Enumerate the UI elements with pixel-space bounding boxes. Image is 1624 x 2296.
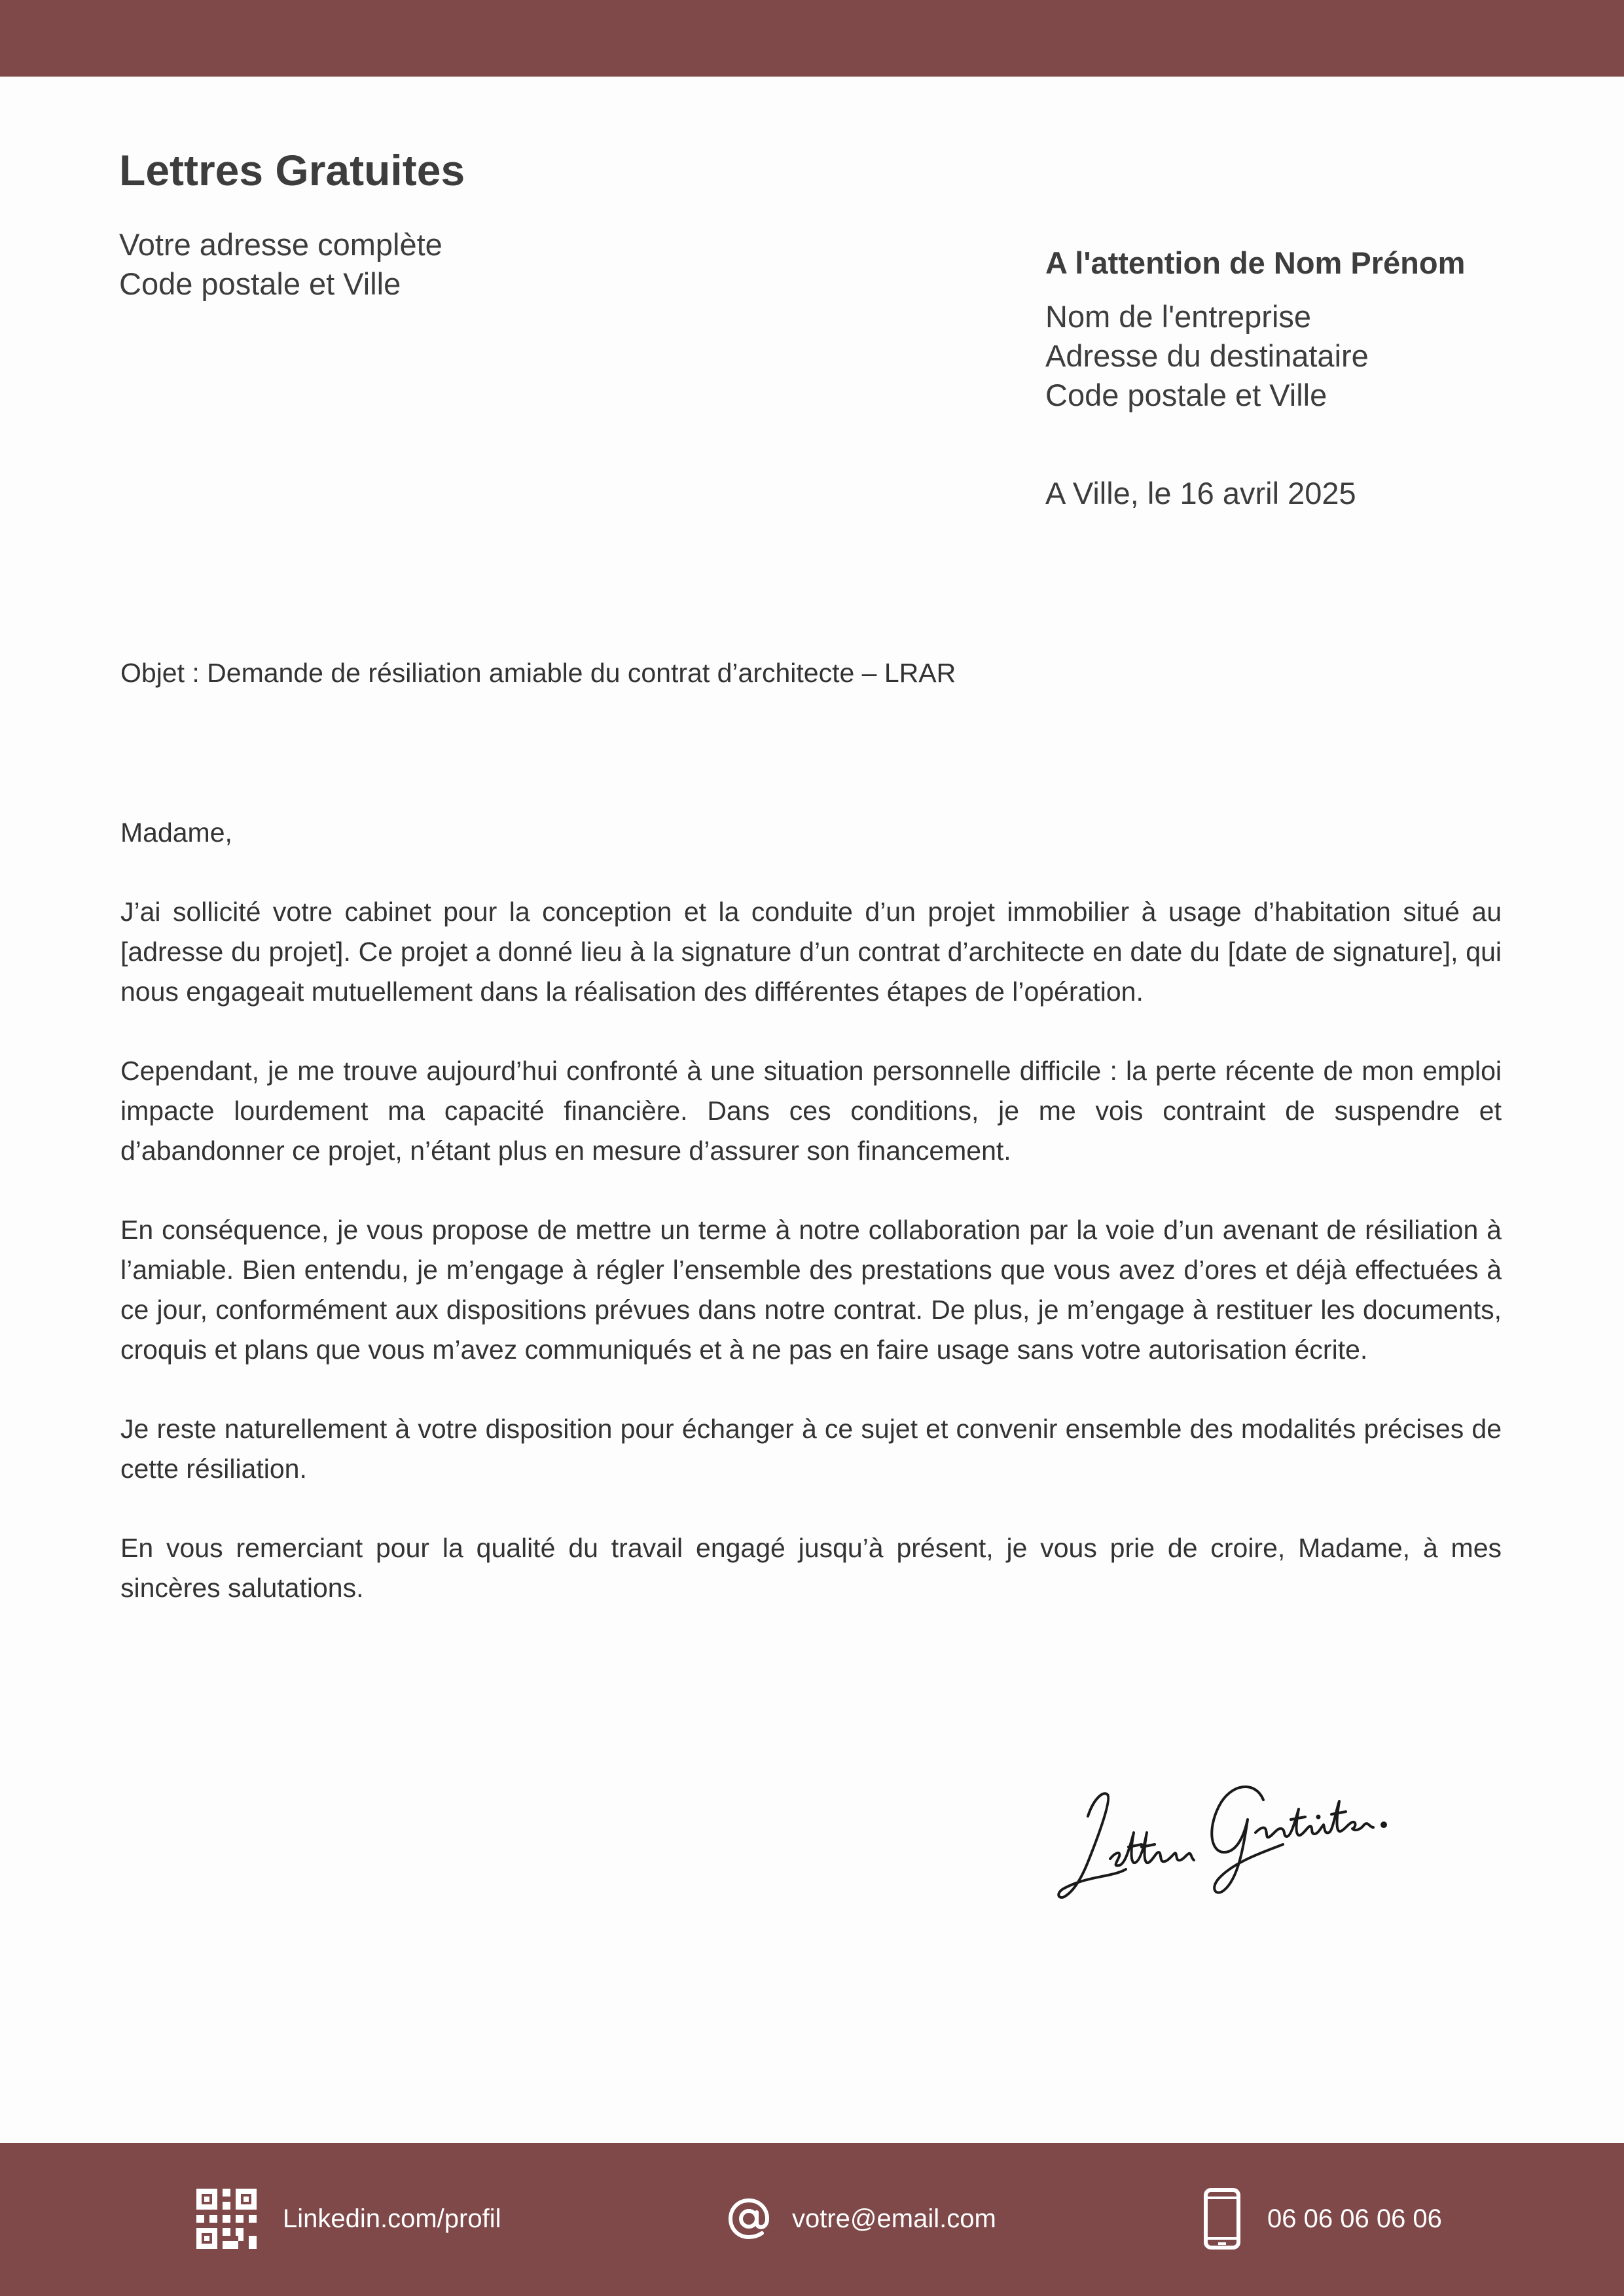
body-paragraph: J’ai sollicité votre cabinet pour la conception et la conduite d’un projet immobilier à usage d’habitation situé au [adresse du projet]. Ce projet a donné lieu à la signature d’un contrat d’architecte en date du [date de signature], qui nous engageait mutuellement dans la réalisation des différentes étapes de l’opération. [120, 897, 1502, 1007]
body-paragraph: En conséquence, je vous propose de mettre un terme à notre collaboration par la voie d’un avenant de résiliation à l’amiable. Bien entendu, je m’engage à régler l’ensemble des prestations que vous avez d’ores et déjà effectuées à ce jour, conformément aux dispositions prévues dans notre contrat. De plus, je m’engage à restituer les documents, croquis et plans que vous m’avez communiqués et à ne pas en faire usage sans votre autorisation écrite. [120, 1215, 1502, 1365]
sender-address-line: Votre adresse complète [119, 227, 442, 262]
greeting: Madame, [120, 817, 232, 848]
recipient-address: Adresse du destinataire [1045, 338, 1369, 373]
recipient-company: Nom de l'entreprise [1045, 299, 1312, 334]
linkedin-text: Linkedin.com/profil [283, 2204, 501, 2233]
recipient-city: Code postale et Ville [1045, 378, 1327, 412]
email-text: votre@email.com [792, 2204, 996, 2233]
footer-phone[interactable] [1203, 2186, 1442, 2251]
letter-subject: Objet : Demande de résiliation amiable du contrat d’architecte – LRAR [120, 658, 956, 688]
smartphone-icon [1203, 2187, 1241, 2250]
phone-text: 06 06 06 06 06 [1267, 2204, 1442, 2233]
top-color-band [0, 0, 1624, 77]
handwritten-signature [1047, 1754, 1440, 1911]
body-paragraph: En vous remerciant pour la qualité du travail engagé jusqu’à présent, je vous prie de croire, Madame, à mes sincères salutations. [120, 1533, 1502, 1603]
letter-body [120, 813, 1502, 1647]
qr-code-icon [196, 2189, 257, 2249]
at-sign-icon [725, 2195, 772, 2242]
footer-linkedin[interactable] [196, 2186, 501, 2251]
recipient-block [1045, 243, 1465, 415]
footer-email[interactable] [725, 2186, 996, 2251]
letter-date: A Ville, le 16 avril 2025 [1045, 476, 1356, 511]
sender-city-line: Code postale et Ville [119, 266, 401, 301]
recipient-attention: A l'attention de Nom Prénom [1045, 245, 1466, 280]
body-paragraph: Je reste naturellement à votre disposition pour échanger à ce sujet et convenir ensemble des modalités précises de cette résiliation. [120, 1414, 1502, 1484]
sender-address [119, 225, 442, 304]
body-paragraph: Cependant, je me trouve aujourd’hui confronté à une situation personnelle difficile : la perte récente de mon emploi impacte lourdement ma capacité financière. Dans ces conditions, je me vois contraint de suspendre et d’abandonner ce projet, n’étant plus en mesure d’assurer son financement. [120, 1056, 1502, 1166]
sender-name: Lettres Gratuites [119, 146, 465, 194]
